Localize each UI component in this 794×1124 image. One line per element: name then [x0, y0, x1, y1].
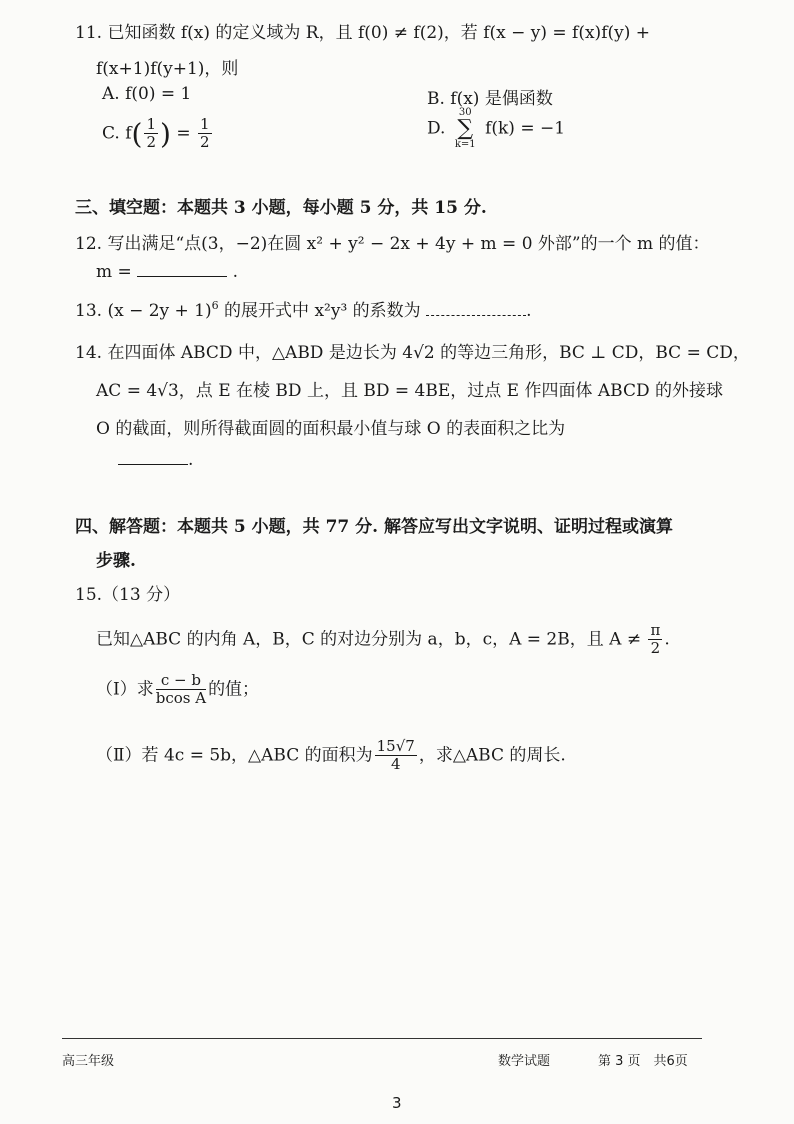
q15-part1: （Ⅰ）求 $\frac{c - b}{\text{bcos A}}$ 的值； — [96, 671, 260, 708]
q15-part2: （Ⅱ）若 4c = 5b，△ABC 的面积为 $\frac{15√7}{4}$ ，求△ABC 的周长. — [96, 737, 566, 774]
section4-title-line2: 步骤. — [96, 551, 136, 571]
footer-rule — [62, 1038, 702, 1039]
section4-title-line1: 四、解答题：本题共 5 小题，共 77 分. 解答应写出文字说明、证明过程或演算 — [75, 517, 673, 537]
footer-page-info: 第 3 页 共6页 — [598, 1054, 688, 1069]
q14-answer-blank[interactable] — [118, 450, 188, 465]
q11-line2: f(x+1)f(y+1)，则 — [96, 59, 239, 79]
q11-option-d: D. 30 ∑ k=1 f(k) = −1 — [427, 107, 566, 150]
q11-option-b: B. f(x) 是偶函数 — [427, 89, 553, 109]
footer-subject: 数学试题 — [498, 1054, 551, 1069]
q12-line1: 12. 写出满足“点(3，−2)在圆 x² + y² − 2x + 4y + m = 0 外部”的一个 m 的值： — [75, 234, 710, 254]
q14-line3: O 的截面，则所得截面圆的面积最小值与球 O 的表面积之比为 — [96, 419, 566, 439]
q14-line4: . — [118, 450, 193, 470]
fraction-c-minus-b: $\frac{c - b}{\text{bcos A}}$ — [155, 671, 207, 708]
q13-answer-blank[interactable] — [426, 301, 526, 316]
section3-title: 三、填空题：本题共 3 小题，每小题 5 分，共 15 分. — [75, 198, 487, 218]
q15-stem: 已知△ABC 的内角 A，B，C 的对边分别为 a，b，c，A = 2B，且 A ≠ $\frac{\pi}{2}$ . — [96, 621, 670, 658]
page-number: 3 — [392, 1094, 402, 1112]
q11-option-a: A. f(0) = 1 — [102, 84, 192, 104]
q11-line1: 11. 已知函数 f(x) 的定义域为 R，且 f(0) ≠ f(2)，若 f(x − y) = f(x)f(y) + — [75, 23, 651, 43]
q11-option-c: C. f( $\frac{1}{2}$ ) = $\frac{1}{2}$ — [102, 115, 210, 152]
fraction-area: $\frac{15√7}{4}$ — [376, 737, 415, 774]
q12-line2: m = . — [96, 262, 238, 282]
fraction-half: $\frac{1}{2}$ — [146, 115, 156, 152]
fraction-pi-over-2: $\frac{\pi}{2}$ — [650, 621, 661, 658]
q13-line: 13. $(x - 2y + 1)^6$ 的展开式中 x²y³ 的系数为 . — [75, 299, 532, 321]
summation-symbol: 30 ∑ k=1 — [454, 107, 476, 150]
q12-answer-blank[interactable] — [137, 262, 227, 277]
fraction-half-result: $\frac{1}{2}$ — [200, 115, 210, 152]
q11-option-c-prefix: C. f — [102, 123, 132, 144]
q14-line1: 14. 在四面体 ABCD 中，△ABD 是边长为 4√2 的等边三角形，BC ⊥ CD，BC = CD， — [75, 343, 750, 363]
footer-grade: 高三年级 — [62, 1054, 115, 1069]
q14-line2: AC = 4√3，点 E 在棱 BD 上，且 BD = 4BE，过点 E 作四面体 ABCD 的外接球 — [96, 381, 723, 401]
q15-header: 15.（13 分） — [75, 585, 181, 605]
